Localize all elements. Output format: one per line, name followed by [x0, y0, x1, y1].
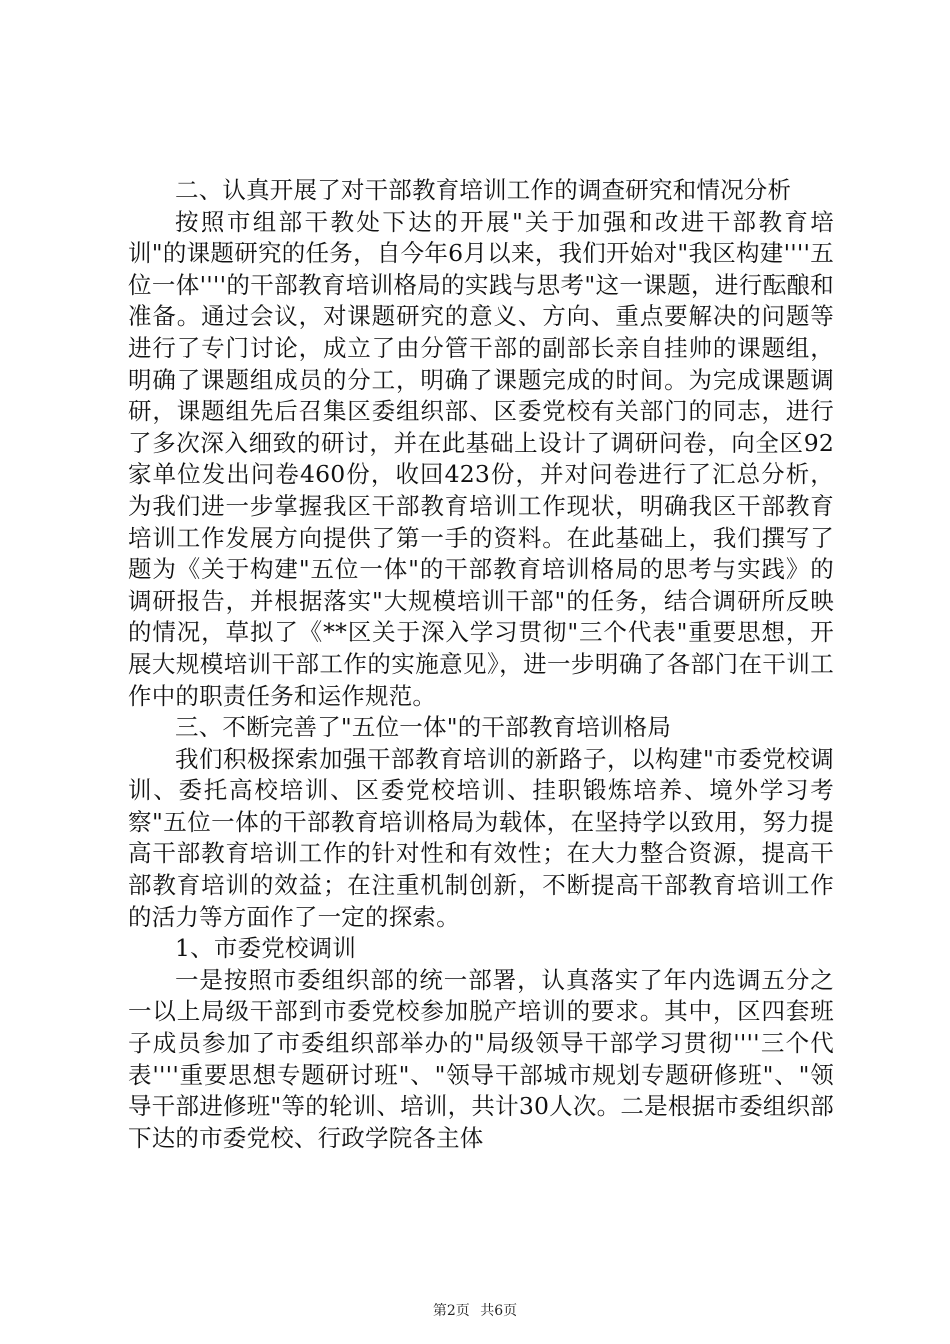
body-paragraph: 按照市组部干教处下达的开展"关于加强和改进干部教育培训"的课题研究的任务，自今年6月以来，我们开始对"我区构建''''五位一体''''的干部教育培训格局的实践与思考"这一课题，进行酝酿和准备。通过会议，对课题研究的意义、方向、重点要解决的问题等进行了专门讨论，成立了由分管干部的副部长亲自挂帅的课题组，明确了课题组成员的分工，明确了课题完成的时间。为完成课题调研，课题组先后召集区委组织部、区委党校有关部门的同志，进行了多次深入细致的研讨，并在此基础上设计了调研问卷，向全区92家单位发出问卷460份，收回423份，并对问卷进行了汇总分析，为我们进一步掌握我区干部教育培训工作现状，明确我区干部教育培训工作发展方向提供了第一手的资料。在此基础上，我们撰写了题为《关于构建"五位一体"的干部教育培训格局的思考与实践》的调研报告，并根据落实"大规模培训干部"的任务，结合调研所反映的情况，草拟了《**区关于深入学习贯彻"三个代表"重要思想，开展大规模培训干部工作的实施意见》，进一步明确了各部门在干训工作中的职责任务和运作规范。: [128, 207, 834, 710]
document-body: [128, 175, 834, 1154]
page-footer: [0, 1300, 950, 1320]
section-heading-3: 三、不断完善了"五位一体"的干部教育培训格局: [175, 713, 672, 742]
body-paragraph: 一是按照市委组织部的统一部署，认真落实了年内选调五分之一以上局级干部到市委党校参加脱产培训的要求。其中，区四套班子成员参加了市委组织部举办的"局级领导干部学习贯彻''''三个代表''''重要思想专题研讨班"、"领导干部城市规划专题研修班"、"领导干部进修班"等的轮训、培训，共计30人次。二是根据市委组织部下达的市委党校、行政学院各主体: [128, 965, 834, 1152]
body-paragraph: 我们积极探索加强干部教育培训的新路子，以构建"市委党校调训、委托高校培训、区委党校培训、挂职锻炼培养、境外学习考察"五位一体的干部教育培训格局为载体，在坚持学以致用，努力提高干部教育培训工作的针对性和有效性；在大力整合资源，提高干部教育培训的效益；在注重机制创新，不断提高干部教育培训工作的活力等方面作了一定的探索。: [128, 744, 834, 931]
page-number-total: 共6页: [480, 1303, 518, 1319]
subsection-heading-1: 1、市委党校调训: [175, 934, 357, 963]
page-number-current: 第2页: [432, 1303, 470, 1319]
section-heading-2: 二、认真开展了对干部教育培训工作的调查研究和情况分析: [175, 176, 792, 204]
